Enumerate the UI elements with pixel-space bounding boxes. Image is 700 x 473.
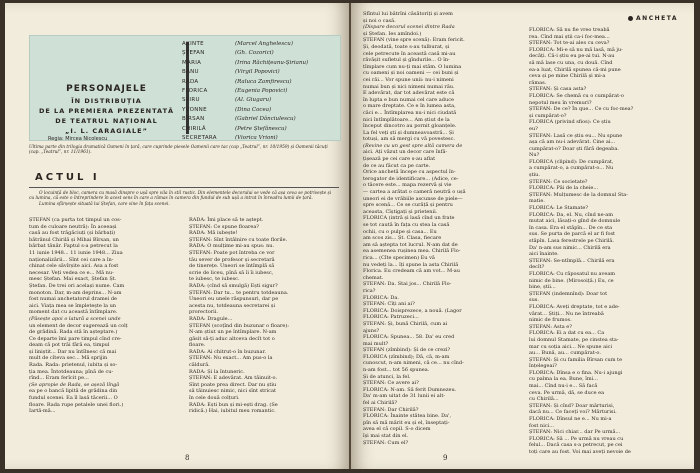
text-line: tum de culoare neutră): În aceeași <box>29 223 117 230</box>
text-line: mult de cîteva sec... Mă sprijin <box>29 355 108 362</box>
cast-role: SPIRU <box>182 97 200 104</box>
text-line: RADA: (cînd să smulgă) Ești sigur? <box>189 282 278 289</box>
text-line: ȘTEFAN: Nu exact... Am pus-o la <box>189 355 273 362</box>
text-line: tău sever de profesor și secretară <box>189 256 275 263</box>
text-line: își mai stat din el. <box>363 433 409 439</box>
text-line: o tăcere este... mapa rezervă și vie <box>363 182 452 189</box>
text-line: a cumpărat-o, a cumpărat-o... Nu <box>529 165 614 172</box>
text-line: aici înainte. <box>529 251 559 258</box>
text-line: ridică.) Hai, iubitul meu romantic. <box>189 408 276 415</box>
text-line: ȘTEFAN: Ce societate? <box>529 178 588 185</box>
cast-actor: (Raluca Zamfirescu) <box>235 78 292 85</box>
text-line: totuși, am să mergi cu vă povestesc. <box>363 136 456 143</box>
text-line: Da' m-am uitat de 31 lunii ei alt- <box>363 393 446 400</box>
text-line: ȘTEFAN: Cum el? <box>363 439 409 446</box>
text-line: Iartă-mă... <box>29 408 56 415</box>
text-line: FLORICA: Înainte stătea bine. Da', <box>363 413 452 420</box>
text-line: Rada. Rada: prietenul, iubita și so- <box>29 362 118 369</box>
text-line: FLORICA: Patruzeci... <box>363 314 419 321</box>
text-line: ajuns? <box>363 327 380 334</box>
text-line: cu Chirilă... <box>529 396 559 403</box>
text-line: cele petrecute în această casă mi-au <box>363 50 456 57</box>
cast-role: CHIRILĂ <box>182 125 206 132</box>
text-line: ȘTEFAN (vine spre scenă): Eram fericit. <box>363 37 465 44</box>
text-line: și liniștit... Dar nu întîlnesc că mai <box>29 348 117 355</box>
text-line: Sfîntul lui bătrîni căsătoriți și avem <box>363 11 453 17</box>
text-line: FLORICA (privind sfios): Ce știu <box>529 119 611 126</box>
text-line: aceasta, Cîștigați și prietenii. <box>363 208 438 215</box>
cast-actor: (Irina Răchițeanu-Șirianu) <box>235 59 309 66</box>
text-line: FLORICA: Spunea... 58. Da' eu cred <box>363 334 455 341</box>
cast-actor: (Gabriel Dănciulescu) <box>235 116 296 123</box>
text-line: cumpărat-o? Doar ști fără degeaba. <box>529 145 619 152</box>
text-line: Florica. Eu credeam că am vot... M-au <box>363 268 461 275</box>
text-line: început dincotro au pornit gloanțele. <box>363 123 457 130</box>
text-line: Și de atunci, la fel. <box>363 373 411 380</box>
cast-actor: (Petre Ștefănescu) <box>235 125 287 132</box>
text-line: mai... Cînd nu-i e... Să facă <box>529 383 598 390</box>
text-line: FLORICA: N-am. Să ferit Dumnezeu. <box>363 386 457 393</box>
text-line: FLORICA: Le Stamate? <box>529 205 588 212</box>
text-line: eu? <box>529 125 538 132</box>
text-line: floare. Rada rupe petalele unei flori.) <box>29 401 124 408</box>
text-line: fost numai anchetatorul dramei de <box>29 296 117 303</box>
text-line: chemat. <box>363 274 384 281</box>
text-line: o mare dreptate. Ce e în lumea asta, <box>363 103 456 110</box>
text-line: fel ai Chirilă? <box>363 400 398 407</box>
text-line: (Revine cu un gest spre altă camera de <box>363 142 463 149</box>
text-line: prorectorii. <box>189 309 218 316</box>
text-line: Uneori eu unele răspunsuri, dar pe <box>189 296 279 303</box>
text-line: ȘTEFAN (indemnînd): Doar tot <box>529 290 608 297</box>
text-line: aici. Viața mea se împletește la un <box>29 302 117 309</box>
text-line: RADA: Mă iubește! <box>189 230 238 237</box>
text-line: bărbat tânăr. Faptul s-a petrecut la <box>29 243 118 250</box>
text-line: ȘTEFAN: Tot te-ai ales cu ceva? <box>529 40 610 47</box>
text-line: FLORICA: Doisprezece, a nouă. (Lagor <box>363 307 462 314</box>
text-line: (Dispare decorul scenei dintre Rada <box>363 24 455 31</box>
text-line: N-am știut un pe întîmplare. N-am <box>189 329 277 336</box>
text-line: Nu? <box>529 152 540 159</box>
text-line: nici întîmplătoare... Am știut de la <box>363 116 450 123</box>
text-line: ȘTEFAN: Da. Stai jos... Chirilă Flo- <box>363 281 452 288</box>
text-line: fost nici... <box>529 422 555 429</box>
text-column <box>29 217 179 415</box>
text-line: pîn să mă mărit eu și el, înseptați- <box>363 419 450 426</box>
text-line: aici. Ați văzut un decor care înfă- <box>363 149 448 156</box>
text-line: FLORICA: Da, el. Nu, cînd ne-am <box>529 211 614 218</box>
page-number: 9 <box>443 454 448 462</box>
text-line: spre scenă... Ce se curăță și pentru <box>363 202 453 209</box>
cast-actor: (Eugenia Popovici) <box>235 88 288 95</box>
text-line: casă au fost trăgăciuți (și bărbați) <box>29 230 116 237</box>
text-line: nimic de bine. (Mirosoiță.) Eu, ce <box>529 277 614 284</box>
text-line: au... Bună, au... cumpărat-o. <box>529 350 601 357</box>
text-line: RADA: Ești bun și mi-ești drag. (Se <box>189 401 278 408</box>
text-line: acesta nu, totdeauna secretarei și <box>189 302 276 309</box>
text-line: ea pe o bancă lipită de grădina din <box>29 388 118 395</box>
cast-director: Regia: Mircea Nicolescu <box>48 136 108 142</box>
text-line: sus. Se purta de parcă el ar fi fost <box>529 231 616 238</box>
text-line: n-am fost... tot 56 spunea. <box>363 367 430 374</box>
cast-caption: Ultima parte din trilogia dramatică Oameni în țară, care cuprinde piesele Oamenii care tac (cap „Teatrul”, nr. 10/1959) și Oamenii tăcuți (cap. „Teatrul”, nr. 11/1961). <box>29 145 328 156</box>
text-line: FLORICA: Ei a dat cu ea... Ca <box>529 330 605 337</box>
cast-actor: (Viorica Vrioni) <box>235 135 278 142</box>
text-line: FLORICA: Da. <box>363 294 399 301</box>
text-line: ceva și pe mine Chirilă și mi-a <box>529 73 606 80</box>
text-line: așa că am nu-i adevărat. Cine ai... <box>529 139 616 146</box>
text-line: rea. Cînd mai știi ca-i foc-mea... <box>529 33 610 40</box>
text-line: căldură. <box>189 362 210 369</box>
text-line: bine, știi... <box>529 284 556 291</box>
text-line: ȘTEFAN: Se-ntîmplă... Chirilă era <box>529 257 615 264</box>
text-line: Și, deodată, toate s-au tulburat, și <box>363 43 450 50</box>
left-page <box>5 3 349 469</box>
text-line: stăpîn. Lasa ferestrele pe Chirilă. <box>529 238 614 244</box>
text-line: ȘTEFAN: Dar Chirilă? <box>363 406 419 413</box>
text-line: FLORICA: Păi de la cheie... <box>529 185 599 192</box>
text-line: naționalizării... Sînt cei care a în- <box>29 256 114 263</box>
text-line: lui domnul Stamate, pe cinstea sta- <box>529 336 619 343</box>
cast-box <box>29 35 341 141</box>
text-line: felul... Dacă casa s-a petrecut, pe cei <box>529 442 623 449</box>
text-line: rica? <box>363 287 376 294</box>
cast-heading-line: PERSONAJELE <box>66 84 147 94</box>
text-line: ȘTEFAN: Ce spune floarea? <box>189 223 259 230</box>
cast-role: SECRETARA <box>182 135 217 142</box>
text-line: FLORICA (intră și lasă cînd un frate <box>363 215 455 222</box>
text-line: găsit să-ți aduc altceva decît tot o <box>189 335 275 342</box>
text-line: mesc Ștefan. Mai exact, Ștefan Șt. <box>29 276 117 283</box>
cast-actor: (Dina Cocea) <box>235 106 272 113</box>
text-line: în lupta e bun numai cel care aduce <box>363 96 454 103</box>
text-line: nu vedeți la... îți spune la asta Chirilă <box>363 261 459 268</box>
text-line: ȘTEFAN (scoțînd din buzunar o floare): <box>189 322 289 329</box>
cast-heading <box>34 82 179 136</box>
text-line: să tăinuiesc nimic, nici sînt stricat <box>189 388 276 395</box>
text-line: ȘTEFAN: E adevărat. Am tăinuit-o. <box>189 375 278 382</box>
text-line: știu. <box>529 172 540 179</box>
text-column <box>363 11 519 446</box>
text-line: țișează pe cei care s-au aflat <box>363 156 436 163</box>
text-line: RADA: Ai chitrut-o în buzunar. <box>189 348 266 355</box>
text-line: am să aștepta tot lucrul. N-am dat de <box>363 241 458 248</box>
text-line: și cumpărat-o? <box>529 112 567 119</box>
text-line: Da' n-am sus nimic... Chirilă era <box>529 244 611 251</box>
cast-role: FLORICA <box>182 88 208 95</box>
text-line: RADA: Și la întuneric. <box>189 368 245 375</box>
text-line: FLORICA: Dînsul ne e... Nu mi-a <box>529 416 612 423</box>
text-line: și noi o casă. <box>363 17 396 24</box>
text-line: Ștefan. De trei ori același nume. Cam <box>29 282 125 289</box>
act-divider <box>29 187 339 188</box>
text-line: ȘTEFAN: Mulțumesc de la domnul Sta- <box>529 191 628 198</box>
text-line: și Ștefan. Ies amîndoi.) <box>363 30 422 37</box>
cast-heading-line: „I. L. CARAGIALE” <box>65 127 148 135</box>
text-line: cunoscut, n-am nimeni, că ce... nu cînd- <box>363 360 464 367</box>
text-line: mai mult? <box>363 340 389 347</box>
text-line: ȘTEFAN: Dar tu... te pentru totdeauna. <box>189 289 289 296</box>
text-line: nimic de frumos. <box>529 317 572 324</box>
text-line: se tot caută în fața cu stea la casă <box>363 222 450 228</box>
text-line: de grădină. Rada stă în așteptare.) <box>29 329 118 336</box>
text-line: monoton. Dar, m-am deprins... N-am <box>29 289 122 296</box>
text-line: ȘTEFAN: Și, bună Chirilă, cum ai <box>363 320 448 327</box>
text-line: scrie de liceu, pînă să îi îi iubesc, <box>189 269 274 276</box>
text-line: RADA: Îmi place să te aștept. <box>189 217 264 223</box>
text-line: ȘTEFAN: Poate pot întreba ce vor <box>189 249 275 256</box>
text-line: un element de decor sugerează un colț <box>29 322 128 329</box>
text-line: floare. <box>189 342 206 349</box>
text-line: dacă nu... Ce faceți voi? Mărturisi. <box>529 409 617 416</box>
text-line: mar cu soția aici... Ne spune aici <box>529 343 613 350</box>
text-line: bătrânul Chirilă și Mihai Bîrsan, un <box>29 236 119 243</box>
cast-heading-line: ÎN DISTRIBUȚIA <box>71 97 142 105</box>
cast-heading-line: DE TEATRUL NAȚIONAL <box>55 117 158 125</box>
text-line: de ce au făcut ca pe carte. <box>363 162 431 169</box>
text-line: necesar. Veți vedea ce e... Mă nu- <box>29 269 114 276</box>
stage-direction-text: O locuință de bloc, camera cu masă dinspre o ușă spre vila în stil rustic. Din elementele decorului se vede că așa ceva se potrivește și cu lumina, că este o întreprindere în acest sens în care a rămas în camera din fundul de sub ușă a intrat în înreadra lumii de țară. <box>29 191 332 202</box>
text-line: FLORICA: Dînsa e o fina. Nu-i ajungi <box>529 369 623 376</box>
cast-role: MARIA <box>182 59 202 66</box>
text-line: uneori ei de vrăbiile ascunse de piele— <box>363 195 463 202</box>
text-line: ȘTEFAN (ca purta tot timpul un cos- <box>29 217 122 223</box>
text-line: FLORICA (zîmbind); Dă, că, m-am <box>363 353 450 360</box>
text-line: RADA: Dragule... <box>189 315 233 322</box>
text-line: căci e... Întîmplarea nu-i nici ciudată <box>363 109 457 116</box>
text-line: 11 iunie 1948... 11 iunie 1948... Ziua <box>29 249 123 256</box>
text-line: Sînt poate prea direct. Dar nu știu <box>189 381 277 388</box>
cast-role: YVONNE <box>182 106 207 113</box>
text-line: rămas. <box>529 79 547 86</box>
text-line: în casa. Era el stăpîn... De ce sta <box>529 224 613 231</box>
text-line: rica... (Cîte specimen) Eu vă <box>363 254 435 261</box>
text-line: vărat... Știți... Nu ne întreabă <box>529 310 604 317</box>
cast-role: BÎRSAN <box>182 116 205 123</box>
cast-actor: (Gh. Cozorici) <box>235 50 274 57</box>
text-line: FLORICA: Să ... Pe urmă nu vreau cu <box>529 435 624 442</box>
text-line: ȘTEFAN: De ce? În que... Ce cu foc-mea? <box>529 106 634 113</box>
text-line: ea-a luat, Chirilă spunea că-mi pune <box>529 66 621 73</box>
text-line: cu palma la ea. Bune, îmi... <box>529 376 598 383</box>
text-line: ȘTEFAN: Și casa asta? <box>529 86 587 93</box>
text-line: ȘTEFAN: Și cu familia Bîrsan cum te <box>529 356 623 363</box>
text-line: (Păsește apoi o latură a scenei unde <box>29 315 121 322</box>
page-number: 8 <box>185 454 190 462</box>
text-line: chinat cele săvîrșite aici. Asa a fost <box>29 263 119 270</box>
stage-direction <box>29 191 335 207</box>
text-line: ea asemenea rușinea mea. Chirilă Flo- <box>363 248 461 255</box>
text-column <box>529 27 687 456</box>
act-title: ACTUL I <box>35 172 100 183</box>
cast-roles <box>182 40 217 143</box>
text-line: de tinerețe. Uneori se întîmplă să <box>189 263 275 270</box>
cast-role: RADA <box>182 78 199 85</box>
text-line: în cele două colțuri. <box>189 395 240 402</box>
text-line: cu oameni și noi oameni — cei buni și <box>363 70 459 77</box>
text-line: nepotul meu în vremuri? <box>529 99 592 106</box>
text-line: tîmplare cum nu-ți mai stăm. O lumina <box>363 63 462 70</box>
text-line: FLORICA: Să nu fie vreo treabă <box>529 27 610 33</box>
text-line: numai bun și nici nimeni numai rău. <box>363 83 455 90</box>
text-line: FLORICA: Mi-e să nu mă lasă, mă ju- <box>529 46 623 53</box>
text-line: decăți. Că-i știu eu pe-ai tui. N-au <box>529 53 615 60</box>
text-line: toți care au fost. Voi mai aveți nevoie de <box>529 449 631 455</box>
cast-role: BANU <box>182 69 199 76</box>
running-header-text: ANCHETA <box>636 15 678 22</box>
text-line: ȘTEFAN: Și cînd? Doar mărturisi, <box>529 402 615 409</box>
text-line: E adevărat, dar tot adevărat este că <box>363 90 455 97</box>
text-line: (Se apropie de Rada, se așeză lîngă <box>29 381 120 388</box>
text-line: cei răi... Vor spune unii: nu-i nimeni <box>363 76 454 83</box>
cast-actor: (Al. Giugaru) <box>235 97 272 104</box>
text-line: FLORICA (clipind): De cumpărat, <box>529 158 614 165</box>
text-line: ȘTEFAN: Sînt întâlnire cu toate florile. <box>189 236 288 243</box>
running-header <box>628 15 678 22</box>
cast-actors <box>235 40 308 143</box>
text-line: avea el că copil. S-o dicem <box>363 426 431 433</box>
text-line: ȘTEFAN: Asta e? <box>529 323 572 330</box>
text-line: FLORICA: Se chemă cu o cumpărat-o <box>529 92 624 99</box>
text-line: ȘTEFAN: Ce avere ai? <box>363 380 419 387</box>
right-page <box>351 3 694 469</box>
text-line: mutat aici, lăsați-o gînd de domnule <box>529 218 621 225</box>
text-line: rînd... Eram ferîcit pe... <box>29 375 89 382</box>
text-line: ȘTEFAN (zîmbind): Și de ce crezi? <box>363 347 451 354</box>
text-line: ția mea. Întotdeauna; pînă de cu- <box>29 368 114 375</box>
text-line: ȘTEFAN: Nici chiar... dar Pe urmă... <box>529 429 621 436</box>
bullet-icon <box>628 16 633 21</box>
text-line: La fel veți ști și dumneavoastră... Și <box>363 129 454 136</box>
text-line: terogator de identificare... (Adice, ce- <box>363 175 459 182</box>
stage-direction-text: Lumina sfărșește situată lui Ștefan, care vine în fața scenei. <box>39 201 170 207</box>
text-column <box>189 217 339 415</box>
cast-role: ȘTEFAN <box>182 50 205 57</box>
text-line: matie. <box>529 198 545 205</box>
text-line: te iubesc, te iubesc. <box>189 276 240 283</box>
text-line: Orice anchetă începe cu aspectul în- <box>363 169 456 176</box>
text-line: ceva. Pe urmă, dă, se duce ea <box>529 389 605 396</box>
text-line: înțelegeai? <box>529 363 557 370</box>
cast-actor: (Marcel Anghelescu) <box>235 41 293 47</box>
text-line: deam că pot trăi fără ea, timpul <box>29 342 110 349</box>
text-line: fundul scenei. Ea îl lasă tăcerii... O <box>29 395 118 402</box>
text-line: Ce departe îmi pare timpul cînd cre- <box>29 335 122 342</box>
text-line: răvășit sufletul și gîndurile... O în- <box>363 57 450 64</box>
text-line: ochii, cu o pulpe și casa... Eu <box>363 228 437 235</box>
text-line: ȘTEFAN: Cîți ani ai? <box>363 301 415 308</box>
text-line: moment dat cu această întîmplare. <box>29 309 118 316</box>
cast-heading-line: DE LA PREMIERA PREZENTATĂ <box>38 107 175 115</box>
text-line: decît? <box>529 264 545 271</box>
text-line: FLORICA: Aveți dreptate, tot e ade- <box>529 303 620 310</box>
text-line: — cartea a arătat o cameră neutră o ușă <box>363 189 466 196</box>
cast-actor: (Virgil Popovici) <box>235 69 280 76</box>
text-line: FLORICA: Cu răposatul nu aveam <box>529 270 616 277</box>
cast-role: AXINTE <box>182 41 204 47</box>
text-line: ȘTEFAN: Lasă ce știu eu... Nu spune <box>529 132 623 139</box>
text-line: am scos zis... Șt. Clasa, fiecare <box>363 235 442 242</box>
text-line: să mă lase cu una, cu două. Cînd <box>529 59 613 66</box>
text-line: sus. <box>529 297 539 304</box>
text-line: RADA: O mulțime mi-au spus: nu. <box>189 243 275 250</box>
